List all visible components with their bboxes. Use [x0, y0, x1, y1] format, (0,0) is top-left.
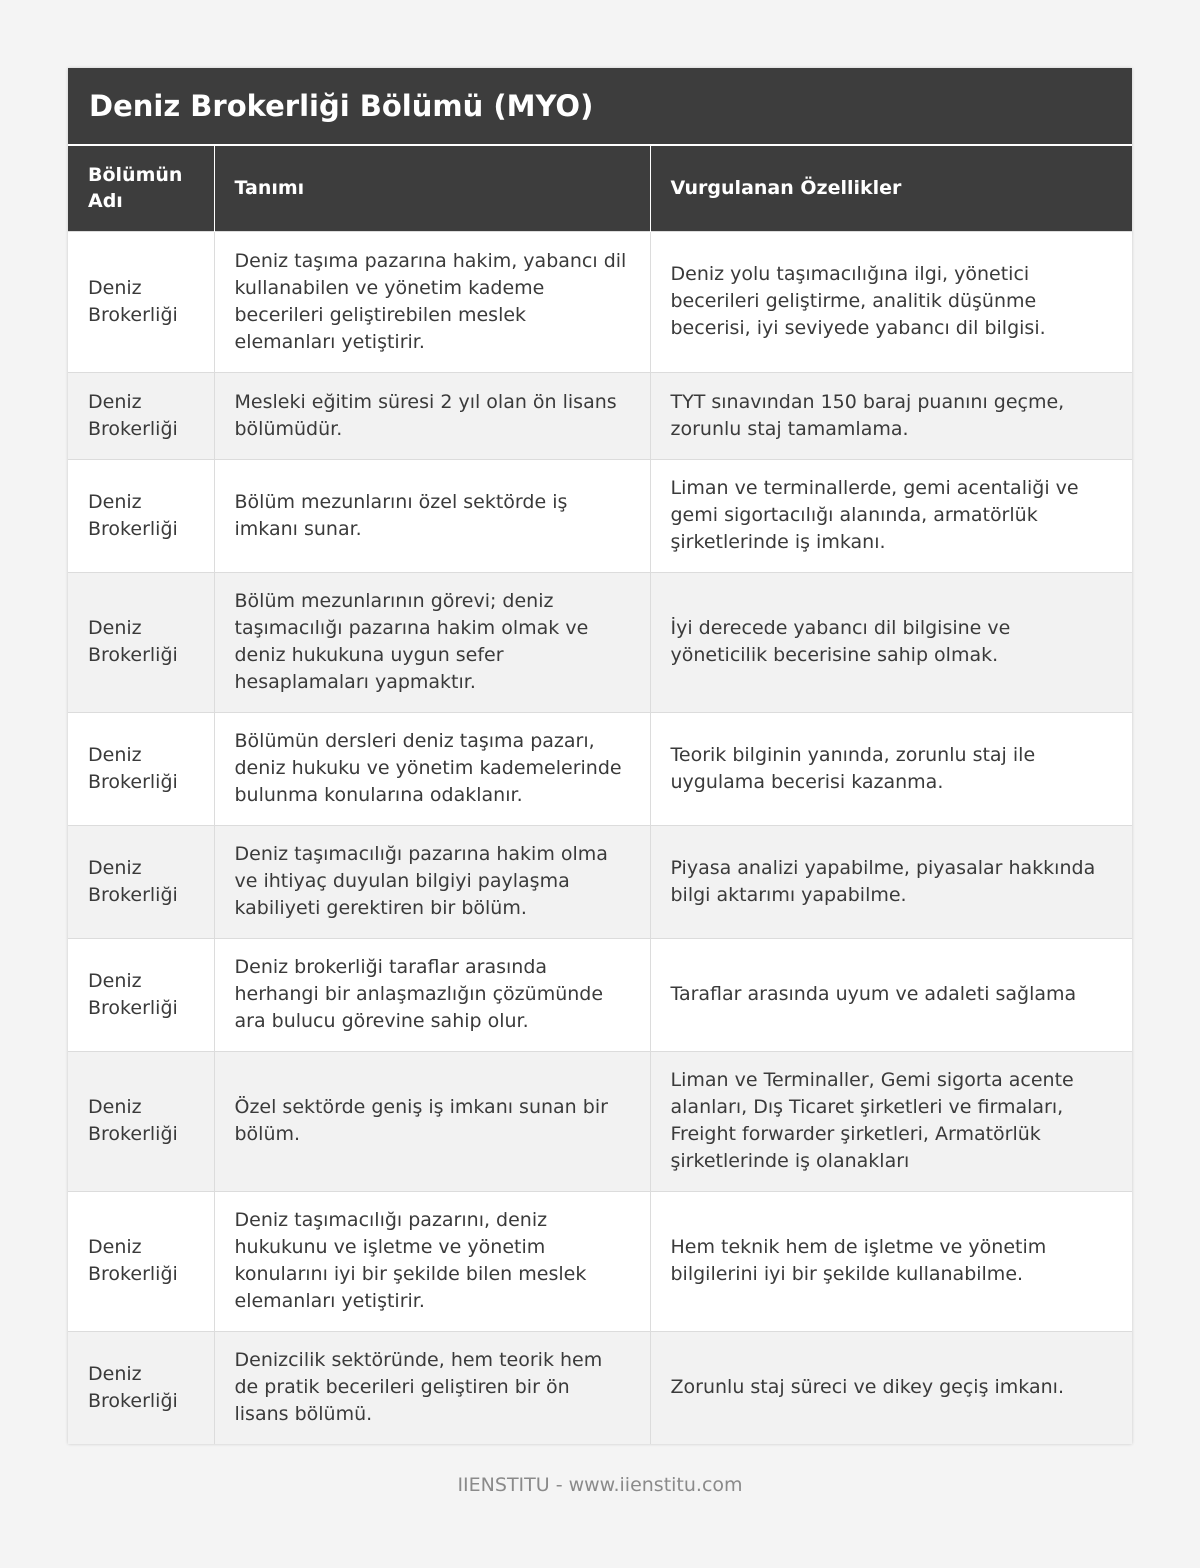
table-row	[68, 712, 1132, 825]
cell-features: Zorunlu staj süreci ve dikey geçiş imkanı.	[650, 1331, 1132, 1444]
cell-name: Deniz Brokerliği	[68, 572, 214, 712]
cell-description: Bölüm mezunlarının görevi; deniz taşımacılığı pazarına hakim olmak ve deniz hukukuna uygun sefer hesaplamaları yapmaktır.	[214, 572, 650, 712]
table-row	[68, 459, 1132, 572]
cell-description: Denizcilik sektöründe, hem teorik hem de pratik becerileri geliştiren bir ön lisans bölümü.	[214, 1331, 650, 1444]
cell-description: Mesleki eğitim süresi 2 yıl olan ön lisans bölümüdür.	[214, 372, 650, 459]
cell-name: Deniz Brokerliği	[68, 1331, 214, 1444]
cell-description: Deniz taşımacılığı pazarına hakim olma ve ihtiyaç duyulan bilgiyi paylaşma kabiliyeti gerektiren bir bölüm.	[214, 825, 650, 938]
cell-name: Deniz Brokerliği	[68, 938, 214, 1051]
cell-name: Deniz Brokerliği	[68, 712, 214, 825]
column-header-features: Vurgulanan Özellikler	[650, 145, 1132, 231]
cell-description: Bölüm mezunlarını özel sektörde iş imkanı sunar.	[214, 459, 650, 572]
column-header-name: Bölümün Adı	[68, 145, 214, 231]
cell-features: Hem teknik hem de işletme ve yönetim bilgilerini iyi bir şekilde kullanabilme.	[650, 1191, 1132, 1331]
cell-description: Deniz brokerliği taraflar arasında herhangi bir anlaşmazlığın çözümünde ara bulucu görevine sahip olur.	[214, 938, 650, 1051]
table-row	[68, 231, 1132, 372]
table-row	[68, 1331, 1132, 1444]
cell-name: Deniz Brokerliği	[68, 1191, 214, 1331]
data-table	[68, 144, 1132, 1444]
table-row	[68, 938, 1132, 1051]
cell-description: Deniz taşıma pazarına hakim, yabancı dil kullanabilen ve yönetim kademe becerileri geliştirebilen meslek elemanları yetiştirir.	[214, 231, 650, 372]
cell-features: Piyasa analizi yapabilme, piyasalar hakkında bilgi aktarımı yapabilme.	[650, 825, 1132, 938]
cell-name: Deniz Brokerliği	[68, 459, 214, 572]
cell-description: Özel sektörde geniş iş imkanı sunan bir bölüm.	[214, 1051, 650, 1191]
cell-features: Taraflar arasında uyum ve adaleti sağlama	[650, 938, 1132, 1051]
table-row	[68, 1191, 1132, 1331]
column-header-description: Tanımı	[214, 145, 650, 231]
table-row	[68, 1051, 1132, 1191]
cell-name: Deniz Brokerliği	[68, 825, 214, 938]
cell-features: Deniz yolu taşımacılığına ilgi, yönetici becerileri geliştirme, analitik düşünme becerisi, iyi seviyede yabancı dil bilgisi.	[650, 231, 1132, 372]
cell-description: Bölümün dersleri deniz taşıma pazarı, deniz hukuku ve yönetim kademelerinde bulunma konularına odaklanır.	[214, 712, 650, 825]
cell-name: Deniz Brokerliği	[68, 1051, 214, 1191]
table-card	[68, 68, 1132, 1444]
site-footer: IIENSTITU - www.iienstitu.com	[457, 1474, 743, 1496]
table-row	[68, 372, 1132, 459]
cell-features: İyi derecede yabancı dil bilgisine ve yöneticilik becerisine sahip olmak.	[650, 572, 1132, 712]
table-title: Deniz Brokerliği Bölümü (MYO)	[68, 68, 1132, 144]
table-row	[68, 825, 1132, 938]
cell-name: Deniz Brokerliği	[68, 372, 214, 459]
table-row	[68, 572, 1132, 712]
header-row	[68, 145, 1132, 231]
cell-description: Deniz taşımacılığı pazarını, deniz hukukunu ve işletme ve yönetim konularını iyi bir şekilde bilen meslek elemanları yetiştirir.	[214, 1191, 650, 1331]
cell-features: Liman ve terminallerde, gemi acentaliği ve gemi sigortacılığı alanında, armatörlük şirketlerinde iş imkanı.	[650, 459, 1132, 572]
cell-features: Teorik bilginin yanında, zorunlu staj ile uygulama becerisi kazanma.	[650, 712, 1132, 825]
cell-features: Liman ve Terminaller, Gemi sigorta acente alanları, Dış Ticaret şirketleri ve firmaları, Freight forwarder şirketleri, Armatörlük şirketlerinde iş olanakları	[650, 1051, 1132, 1191]
cell-features: TYT sınavından 150 baraj puanını geçme, zorunlu staj tamamlama.	[650, 372, 1132, 459]
cell-name: Deniz Brokerliği	[68, 231, 214, 372]
